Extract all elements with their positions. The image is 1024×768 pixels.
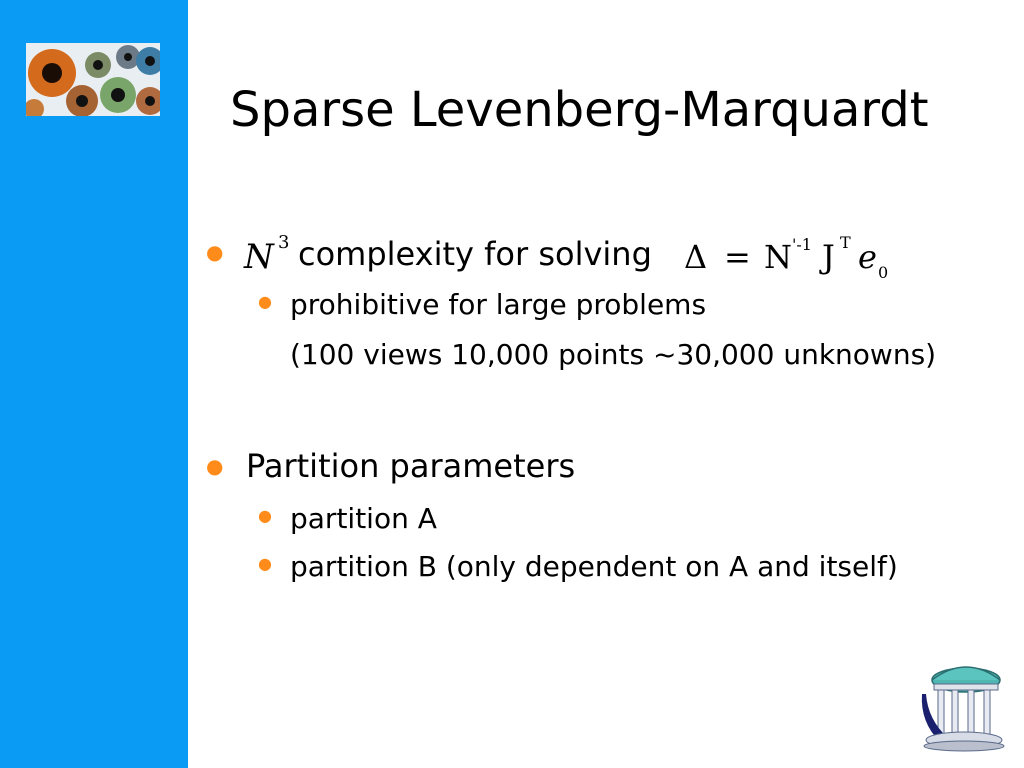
sub-bullet-1-text: prohibitive for large problems — [290, 288, 707, 321]
svg-text:3: 3 — [278, 232, 290, 253]
bullet-1-text: complexity for solving — [298, 235, 652, 273]
svg-text:J: J — [822, 238, 835, 276]
slide-title: Sparse Levenberg-Marquardt — [230, 82, 929, 138]
bullet-dot: ● — [206, 454, 224, 478]
svg-text:T: T — [840, 233, 851, 252]
bullet-2-text: Partition parameters — [246, 447, 576, 485]
sub-bullet-dot: ● — [258, 292, 272, 311]
sub-bullet-dot: ● — [258, 506, 272, 525]
equation-delta — [680, 228, 910, 284]
svg-text:'-1: '-1 — [792, 235, 812, 254]
svg-text:e: e — [858, 238, 877, 276]
eye-collage-image — [26, 43, 160, 116]
svg-text:Δ: Δ — [684, 238, 708, 276]
sub-bullet-1-continuation: (100 views 10,000 points ~30,000 unknowns) — [290, 338, 937, 371]
svg-text:N: N — [764, 238, 792, 276]
sub-bullet-dot: ● — [258, 554, 272, 573]
sub-bullet-2a-text: partition A — [290, 502, 437, 535]
n-cubed-math — [242, 226, 298, 282]
sub-bullet-2b-text: partition B (only dependent on A and itself) — [290, 550, 898, 583]
bullet-dot: ● — [206, 240, 224, 264]
old-well-logo — [918, 660, 1008, 752]
svg-text:N: N — [244, 237, 274, 277]
svg-text:0: 0 — [878, 263, 889, 282]
svg-text:=: = — [724, 238, 751, 276]
